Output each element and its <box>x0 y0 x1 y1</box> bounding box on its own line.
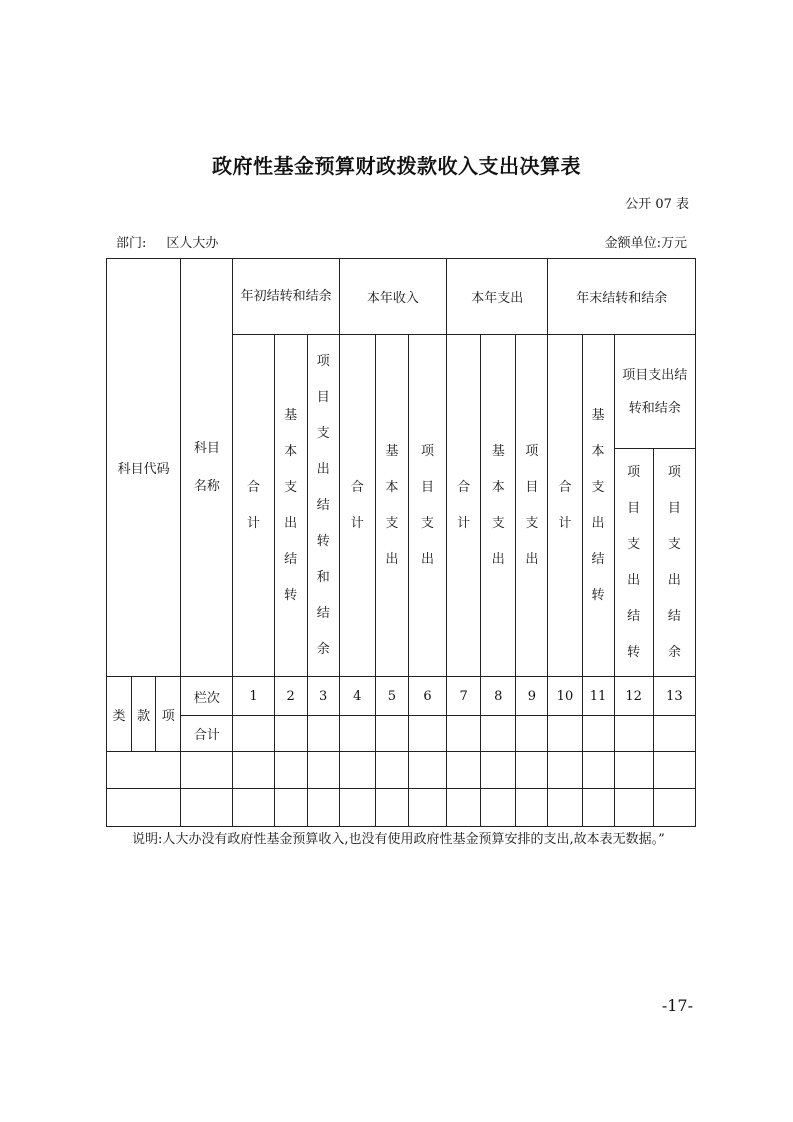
table-row <box>107 789 696 827</box>
header-expense: 本年支出 <box>447 259 548 335</box>
page-number: -17- <box>661 996 693 1015</box>
column-number: 10 <box>548 677 582 716</box>
header-xiang: 项 <box>156 677 181 752</box>
table-cell <box>582 716 614 752</box>
header-kuan: 款 <box>132 677 156 752</box>
table-cell <box>548 716 582 752</box>
table-cell <box>274 716 307 752</box>
table-cell <box>274 789 307 827</box>
amount-unit: 金额单位:万元 <box>604 236 687 251</box>
header-lei: 类 <box>107 677 132 752</box>
header-begin-balance: 年初结转和结余 <box>233 259 339 335</box>
column-number: 1 <box>233 677 274 716</box>
header-expense-project: 项目支出 <box>516 335 548 677</box>
department-value: 区人大办 <box>166 236 219 251</box>
header-income-project: 项目支出 <box>408 335 446 677</box>
column-number: 12 <box>614 677 653 716</box>
table-cell <box>447 716 481 752</box>
table-cell <box>548 752 582 789</box>
column-number: 9 <box>516 677 548 716</box>
table-cell <box>375 752 408 789</box>
header-begin-total: 合计 <box>233 335 274 677</box>
header-end-basic-carry: 基本支出结转 <box>582 335 614 677</box>
row-label-lanci: 栏次 <box>181 677 233 716</box>
header-end-balance: 年末结转和结余 <box>548 259 696 335</box>
column-number: 7 <box>447 677 481 716</box>
department-label: 部门: <box>116 236 147 251</box>
table-cell <box>274 752 307 789</box>
table-cell <box>516 716 548 752</box>
table-cell <box>516 789 548 827</box>
table-cell <box>339 789 375 827</box>
table-cell <box>582 789 614 827</box>
department <box>116 232 218 251</box>
table-cell <box>653 789 695 827</box>
table-cell <box>107 789 181 827</box>
table-cell <box>582 752 614 789</box>
table-cell <box>339 716 375 752</box>
header-income-total: 合计 <box>339 335 375 677</box>
header-name: 科目名称 <box>181 259 233 677</box>
table-cell <box>233 752 274 789</box>
header-expense-basic: 基本支出 <box>481 335 516 677</box>
table-cell <box>653 752 695 789</box>
column-number: 13 <box>653 677 695 716</box>
header-begin-basic-carry: 基本支出结转 <box>274 335 307 677</box>
table-row <box>107 752 696 789</box>
header-income-basic: 基本支出 <box>375 335 408 677</box>
page-title: 政府性基金预算财政拨款收入支出决算表 <box>212 154 581 178</box>
table-cell <box>307 789 339 827</box>
table-cell <box>614 716 653 752</box>
table-cell <box>614 789 653 827</box>
table-cell <box>107 752 181 789</box>
footnote: 说明:人大办没有政府性基金预算收入,也没有使用政府性基金预算安排的支出,故本表无数据。” <box>132 832 665 847</box>
column-number: 11 <box>582 677 614 716</box>
column-number: 8 <box>481 677 516 716</box>
table-cell <box>339 752 375 789</box>
header-begin-project: 项目支出结转和结余 <box>307 335 339 677</box>
header-expense-total: 合计 <box>447 335 481 677</box>
row-label-total: 合计 <box>181 716 233 752</box>
column-number: 3 <box>307 677 339 716</box>
table-cell <box>233 716 274 752</box>
header-end-total: 合计 <box>548 335 582 677</box>
form-number: 公开 07 表 <box>625 197 689 212</box>
table-cell <box>408 789 446 827</box>
column-number: 4 <box>339 677 375 716</box>
header-code: 科目代码 <box>107 259 181 677</box>
header-end-project-balance: 项目支出结余 <box>653 449 695 677</box>
header-end-project-carry: 项目支出结转 <box>614 449 653 677</box>
table-cell <box>481 716 516 752</box>
table-cell <box>375 789 408 827</box>
table-cell <box>548 789 582 827</box>
table-cell <box>447 752 481 789</box>
table-cell <box>481 789 516 827</box>
fund-table <box>106 258 696 827</box>
table-cell <box>614 752 653 789</box>
table-cell <box>408 716 446 752</box>
column-number: 5 <box>375 677 408 716</box>
table-cell <box>653 716 695 752</box>
table-cell <box>181 789 233 827</box>
table-cell <box>447 789 481 827</box>
table-cell <box>375 716 408 752</box>
table-cell <box>181 752 233 789</box>
table-cell <box>516 752 548 789</box>
table-cell <box>481 752 516 789</box>
table-cell <box>307 716 339 752</box>
column-number: 6 <box>408 677 446 716</box>
table-cell <box>408 752 446 789</box>
column-number: 2 <box>274 677 307 716</box>
table-cell <box>307 752 339 789</box>
table-cell <box>233 789 274 827</box>
header-end-project: 项目支出结转和结余 <box>614 335 695 449</box>
header-income: 本年收入 <box>339 259 446 335</box>
